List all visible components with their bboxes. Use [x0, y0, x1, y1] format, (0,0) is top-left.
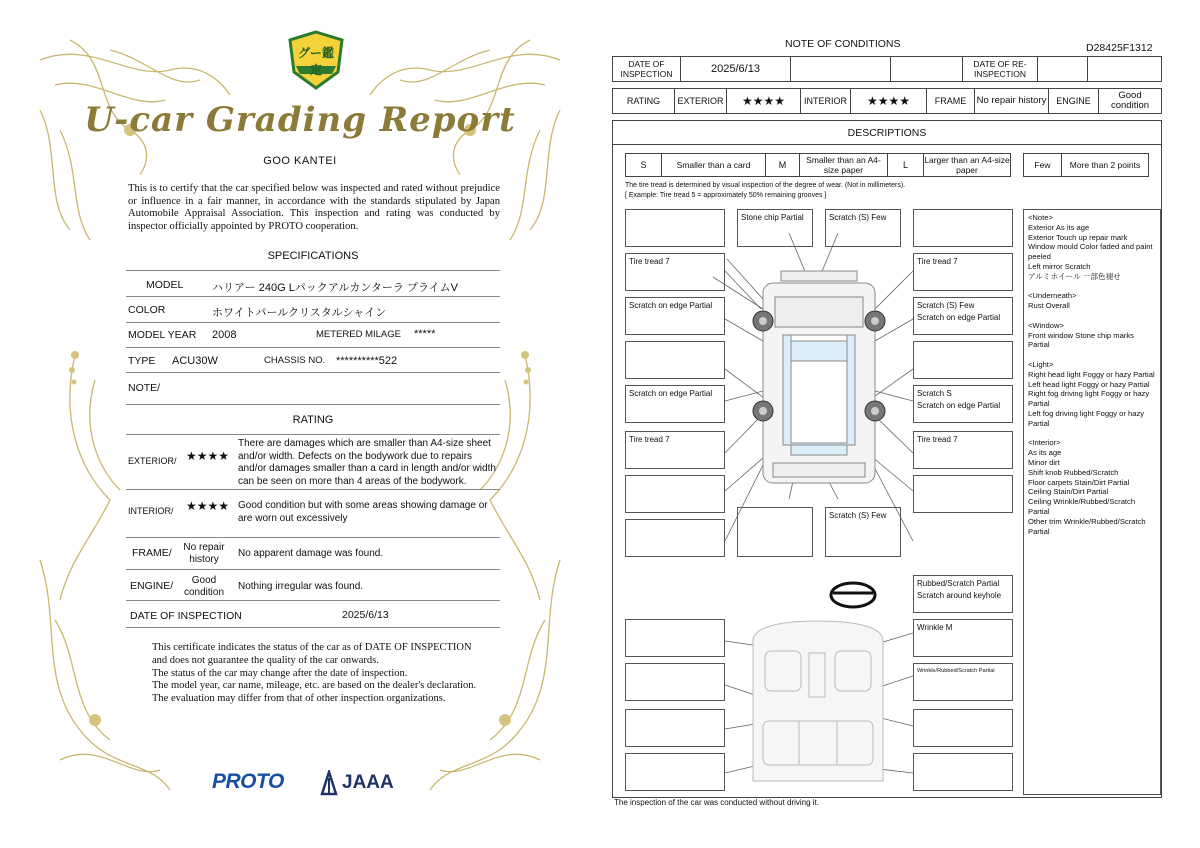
condition-box — [625, 663, 725, 701]
engine-value: Good condition — [183, 575, 225, 598]
condition-box — [913, 709, 1013, 747]
condition-box — [913, 297, 1013, 335]
model-label: MODEL — [146, 279, 184, 291]
legend-desc-l: Larger than an A4-size paper — [924, 155, 1010, 175]
engine-value: Good condition — [1110, 90, 1150, 111]
tire-note-line: The tire tread is determined by visual inspection of the degree of wear. (Not in millimeters). — [625, 182, 906, 189]
model-year-value: 2008 — [212, 329, 237, 341]
condition-box — [625, 519, 725, 557]
condition-box: Tire tread 7 — [913, 431, 1013, 469]
notes-panel — [1023, 209, 1161, 795]
footer-line: The status of the car may change after the date of inspection. — [152, 667, 408, 679]
note-section: <Note> Exterior As its age Exterior Touch up repair mark Window mould Color faded and paint peeled Left mirror Scratch アルミホイール 一部色褪せ — [1028, 213, 1153, 281]
legend-key-l: L — [888, 154, 924, 176]
few-legend — [1023, 153, 1149, 177]
condition-box — [913, 575, 1013, 613]
frame-label: FRAME — [927, 89, 975, 113]
jaaa-logo: JAAA — [342, 772, 394, 793]
condition-box: Wrinkle/Rubbed/Scratch Partial — [913, 663, 1013, 701]
proto-logo: PROTO — [212, 770, 284, 793]
condition-box: Wrinkle M — [913, 619, 1013, 657]
engine-label: ENGINE/ — [130, 580, 174, 592]
frame-value: No repair history — [975, 89, 1049, 113]
descriptions-panel — [612, 120, 1162, 798]
condition-box: Scratch on edge Partial — [625, 297, 725, 335]
metered-milage-label: METERED MILAGE — [316, 329, 401, 340]
exterior-label: EXTERIOR/ — [128, 456, 177, 466]
exterior-description: There are damages which are smaller than A4-size sheet and/or width. Defects on the bodywork due to repairs and/or damages smaller than a card in length and/or width can be seen on more than 4 areas of the bodywork. — [238, 438, 496, 487]
condition-box — [625, 619, 725, 657]
rating-heading: RATING — [292, 414, 334, 426]
metered-milage-value: ***** — [414, 328, 436, 340]
color-label: COLOR — [128, 304, 166, 316]
date-row — [612, 56, 1162, 82]
interior-label: INTERIOR — [801, 89, 851, 113]
rating-label: RATING — [613, 89, 675, 113]
legend-desc-few: More than 2 points — [1069, 160, 1141, 170]
frame-value: No repair history — [183, 542, 225, 565]
legend-key-m: M — [766, 154, 800, 176]
legend-desc-s: Smaller than a card — [662, 154, 766, 176]
condition-box — [913, 341, 1013, 379]
legend-key-few: Few — [1024, 154, 1062, 176]
condition-text: Scratch (S) Few — [917, 301, 975, 310]
certificate-title: U-car Grading Report — [84, 100, 516, 140]
badge-label: グー鑑定 — [297, 46, 334, 77]
model-value: ハリアー 240G Lパックアルカンターラ プライムV — [212, 282, 458, 294]
certificate-intro: This is to certify that the car specified below was inspected and rated without prejudice or influence in a fair manner, in accordance with the standards stipulated by Japan Automobile Appraisal Association. This inspection and rating was conducted by inspector officially appointed by PROTO cooperation. — [128, 183, 500, 232]
specifications-heading: SPECIFICATIONS — [267, 250, 359, 262]
frame-label: FRAME/ — [132, 547, 172, 559]
date-of-inspection-label: DATE OF INSPECTION — [130, 610, 242, 622]
date-of-inspection-label: DATE OF INSPECTION — [613, 57, 681, 81]
legend-desc-m: Smaller than an A4-size paper — [800, 154, 888, 176]
interior-stars: ★★★★ — [851, 89, 927, 113]
blank-cell — [891, 57, 963, 81]
interior-description: Good condition but with some areas showing damage or are worn out excessively — [238, 500, 488, 524]
certificate-subtitle: GOO KANTEI — [263, 155, 337, 167]
date-of-inspection-value: 2025/6/13 — [342, 609, 389, 621]
note-section: <Window> Front window Stone chip marks Partial — [1028, 320, 1134, 350]
condition-box: Tire tread 7 — [625, 253, 725, 291]
condition-box: Stone chip Partial — [737, 209, 813, 247]
engine-label: ENGINE — [1049, 89, 1099, 113]
note-of-conditions-sheet — [600, 0, 1200, 848]
condition-text: Scratch S — [917, 389, 952, 398]
note-section: <Interior> As its age Minor dirt Shift knob Rubbed/Scratch Floor carpets Stain/Dirt Partial Ceiling Stain/Dirt Partial Ceiling Wrinkle/Rubbed/Scratch Partial Other trim Wrinkle/Rubbed/Scratch Partial — [1028, 438, 1146, 536]
condition-text: Scratch on edge Partial — [917, 313, 1001, 322]
footer-line: The model year, car name, mileage, etc. are based on the dealer's declaration. — [152, 680, 477, 692]
size-legend — [625, 153, 1011, 177]
jaaa-logo-icon — [320, 770, 338, 796]
condition-box — [913, 209, 1013, 247]
condition-box: Scratch (S) Few — [825, 507, 901, 557]
condition-box: Scratch on edge Partial — [625, 385, 725, 423]
date-of-inspection-value: 2025/6/13 — [681, 57, 791, 81]
engine-description: Nothing irregular was found. — [238, 581, 364, 592]
condition-box — [913, 385, 1013, 423]
frame-description: No apparent damage was found. — [238, 548, 384, 559]
condition-box — [737, 507, 813, 557]
type-label: TYPE — [128, 355, 156, 367]
condition-box: Tire tread 7 — [625, 431, 725, 469]
sheet-title: NOTE OF CONDITIONS — [785, 38, 901, 50]
logos — [212, 770, 402, 800]
tire-tread-note — [625, 181, 905, 200]
note-label: NOTE/ — [128, 382, 161, 394]
condition-box — [625, 475, 725, 513]
note-section: <Light> Right head light Foggy or hazy Partial Left head light Foggy or hazy Partial Right fog driving light Foggy or hazy Partial Left fog driving light Foggy or hazy Partial — [1028, 359, 1155, 428]
condition-box — [625, 341, 725, 379]
date-of-reinspection-label: DATE OF RE-INSPECTION — [963, 57, 1038, 81]
note-section: <Underneath> Rust Overall — [1028, 291, 1077, 311]
condition-box: Scratch (S) Few — [825, 209, 901, 247]
steering-wheel-icon — [831, 583, 875, 607]
rating-row — [612, 88, 1162, 114]
exterior-stars: ★★★★ — [727, 89, 801, 113]
footer-line: This certificate indicates the status of the car as of DATE OF INSPECTION and does not guarantee the quality of the car onwards. — [152, 642, 472, 666]
condition-box — [913, 753, 1013, 791]
certificate-footer — [152, 642, 482, 706]
condition-box — [913, 475, 1013, 513]
color-value: ホワイトパールクリスタルシャイン — [212, 307, 387, 319]
chassis-value: **********522 — [336, 355, 398, 367]
footer-line: The evaluation may differ from that of other inspection organizations. — [152, 693, 446, 705]
tire-note-line: [ Example: Tire tread 5 = approximately 50% remaining grooves ] — [625, 191, 827, 199]
descriptions-heading: DESCRIPTIONS — [613, 121, 1161, 145]
chassis-label: CHASSIS NO. — [264, 355, 326, 366]
condition-box — [625, 209, 725, 247]
sheet-code: D28425F1312 — [1086, 42, 1153, 54]
condition-text: Scratch around keyhole — [917, 591, 1002, 600]
condition-text: Scratch on edge Partial — [917, 401, 1001, 410]
condition-box: Tire tread 7 — [913, 253, 1013, 291]
type-value: ACU30W — [172, 355, 218, 367]
exterior-stars: ★★★★ — [186, 449, 230, 463]
sheet-footer: The inspection of the car was conducted without driving it. — [614, 798, 819, 807]
condition-box — [625, 709, 725, 747]
condition-box — [625, 753, 725, 791]
exterior-label: EXTERIOR — [675, 89, 727, 113]
blank-cell — [791, 57, 891, 81]
condition-text: Rubbed/Scratch Partial — [917, 579, 1000, 588]
blank-cell — [1038, 57, 1088, 81]
interior-label: INTERIOR/ — [128, 506, 174, 516]
model-year-label: MODEL YEAR — [128, 329, 197, 341]
interior-stars: ★★★★ — [186, 499, 230, 513]
legend-key-s: S — [626, 154, 662, 176]
